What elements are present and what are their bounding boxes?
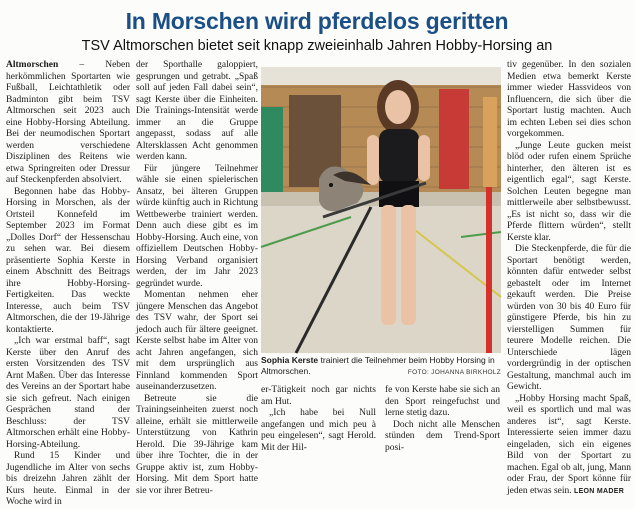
article-photo xyxy=(261,67,501,353)
paragraph: „Ich habe bei Null angefangen und mich peu à peu eingelesen“, sagt Herold. Mit der Hil- xyxy=(261,408,376,453)
paragraph-text: – Neben herkömmlichen Sportarten wie Fußball, Leichtathletik oder Badminton gibt beim TSV Altmorschen seit 2023 auch eine Hobby-Horsing Abteilung. Bei der neumodischen Sportart werden verschiedene Disziplinen des Reitens wie etwa Springreiten oder Dressur auf Steckenpferden absolviert. xyxy=(6,60,130,185)
paragraph xyxy=(6,60,130,187)
caption-text: trainiert die Teilnehmer beim Hobby Horsing in Altmorschen. xyxy=(261,355,495,376)
bottom-column-right xyxy=(385,385,500,454)
article-subheadline: TSV Altmorschen bietet seit knapp zweieinhalb Jahren Hobby-Horsing an xyxy=(81,38,553,54)
photo-illustration xyxy=(261,67,501,353)
paragraph: Doch nicht alle Menschen stünden dem Trend-Sport posi- xyxy=(385,419,500,453)
paragraph: Die Steckenpferde, die für die Sportart benötigt werden, könnten dafür entweder selbst gebastelt oder im Internet gekauft werden. Die Preise würden von 30 bis 40 Euro für günstigere Pferde, bis hin zu vierstelligen Summen für teurere Modelle reichen. Die Unterschiede lägen vordergründig in der optischen Gestaltung, manchmal auch im Gewicht. xyxy=(507,244,631,392)
paragraph: Betreute sie die Trainingseinheiten zuerst noch alleine, erhält sie mittlerweile Unterstützung von Kathrin Herold. Die 39-Jährige kam über ihre Tochter, die in der Gruppe aktiv ist, zum Hobby-Horsing. Mit dem Sport hatte sie vor ihrer Betreu- xyxy=(136,393,258,496)
paragraph: Begonnen habe das Hobby-Horsing in Morschen, als der Ortsteil Konnefeld im September 2023 im Format „Dolles Dorf“ der Hessenschau zu sehen war. Bei diesem präsentierte Sophia Kerste in einem Abschnitt des Beitrags ihre Hobby-Horsing-Fertigkeiten. Das weckte Interesse, auch beim TSV Altmorschen, die der 19-Jährige kontaktierte. xyxy=(6,186,130,335)
paragraph: tiv gegenüber. In den sozialen Medien etwa bemerkt Kerste immer wieder Hassvideos von Influencern, die sich über die Sportart lustig machten. Auch im echten Leben sei dies schon vorgekommen. xyxy=(507,60,631,139)
photo-caption xyxy=(261,355,501,376)
dateline: Altmorschen xyxy=(6,60,59,70)
bottom-column-left xyxy=(261,385,376,454)
paragraph-text: „Hobby Horsing macht Spaß, weil es sportlich und mal was anderes ist“, sagt Kerste. Interessierte seien immer dazu eingeladen, sich ein eigenes Bild von der Sportart zu machen. Egal ob alt, jung, Mann oder Frau, der Sport könne für jeden etwas sein. xyxy=(507,393,631,496)
paragraph: der Sporthalle galoppiert, gesprungen und getrabt. „Spaß soll auf jeden Fall dabei sein“, sagt Kerste über die Einheiten. Die Trainings-Intensität werde immer an die Gruppe angepasst, sodass auf alle Altersklassen Acht genommen werden kann. xyxy=(136,60,258,162)
paragraph: „Ich war erstmal baff“, sagt Kerste über den Anruf des ersten Vorsitzenden des TSV Arnt Maßen. Über das Interesse des Vereins an der Sportart habe sie sich gefreut. Nach einigen Gesprächen stand der Beschluss: der TSV Altmorschen erhält eine Hobby-Horsing-Abteilung. xyxy=(6,336,130,450)
article-headline: In Morschen wird pferdelos geritten xyxy=(125,8,509,34)
paragraph: Momentan nehmen eher jüngere Menschen das Angebot des TSV wahr, der Sport sei jedoch auch für ältere geeignet. Kerste selbst habe im Alter von acht Jahren angefangen, sich mit dem ursprünglich aus Finnland kommenden Sport auseinanderzusetzen. xyxy=(136,290,258,392)
photo-credit: FOTO: JOHANNA BIRKHOLZ xyxy=(407,369,501,376)
paragraph: Für jüngere Teilnehmer wähle sie einen spielerischen Ansatz, bei älteren Gruppen würde künftig auch in Richtung Wettbewerbe trainiert werden. Denn auch diese gibt es im Hobby-Horsing. Auch eine, von offiziellem Deutschen Hobby-Horsing Verband organisiert werden, der im Jahr 2023 gegründet wurde. xyxy=(136,163,258,289)
paragraph: fe von Kerste habe sie sich an den Sport reingefuchst und lerne stetig dazu. xyxy=(385,385,500,418)
paragraph: Rund 15 Kinder und Jugendliche im Alter von sechs bis dreizehn Jahren zählt der Kurs heute. Einmal in der Woche wird in xyxy=(6,451,130,507)
author-byline: LEON MADER xyxy=(574,487,625,495)
article-column-1 xyxy=(6,60,130,507)
paragraph: er-Tätigkeit noch gar nichts am Hut. xyxy=(261,385,376,407)
paragraph: „Junge Leute gucken meist blöd oder rufen einem Sprüche hinterher, den älteren ist es eigentlich egal“, sagt Kerste. Solchen Leuten begegne man mittlerweile aber selbstbewusst. „Es ist nicht so, dass wir die Pferde flittern würden“, stellt Kerste klar. xyxy=(507,140,631,243)
article-column-3 xyxy=(507,60,631,496)
caption-name: Sophia Kerste xyxy=(261,355,319,365)
article-column-2 xyxy=(136,60,258,496)
paragraph xyxy=(507,394,631,498)
